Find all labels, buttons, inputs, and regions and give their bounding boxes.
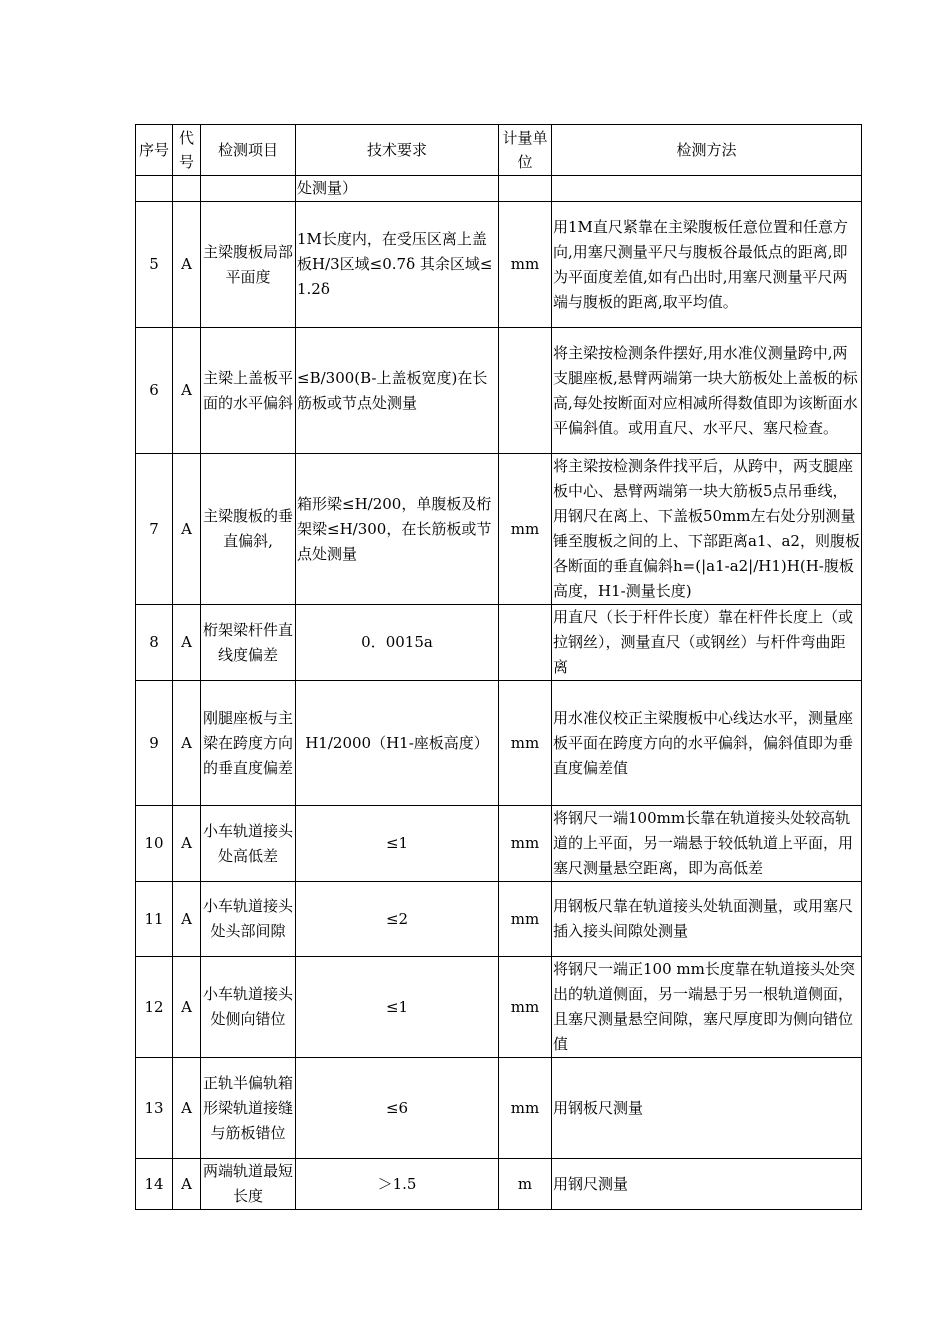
table-row bbox=[136, 882, 862, 957]
cell-item: 两端轨道最短长度 bbox=[201, 1159, 296, 1210]
inspection-table bbox=[135, 124, 862, 1210]
cell-item: 主梁腹板的垂直偏斜, bbox=[201, 454, 296, 605]
cell-method: 用直尺（长于杆件长度）靠在杆件长度上（或拉钢丝），测量直尺（或钢丝）与杆件弯曲距离 bbox=[552, 605, 862, 681]
cell-item: 正轨半偏轨箱形梁轨道接缝与筋板错位 bbox=[201, 1058, 296, 1159]
header-item: 检测项目 bbox=[201, 125, 296, 176]
cell-requirement: ≤6 bbox=[296, 1058, 499, 1159]
cell-requirement: 处测量） bbox=[296, 176, 499, 202]
header-code: 代号 bbox=[173, 125, 201, 176]
cell-code: A bbox=[173, 1159, 201, 1210]
cell-seq: 13 bbox=[136, 1058, 173, 1159]
table-row bbox=[136, 202, 862, 328]
header-method: 检测方法 bbox=[552, 125, 862, 176]
cell-item: 刚腿座板与主梁在跨度方向的垂直度偏差 bbox=[201, 681, 296, 806]
cell-item: 主梁腹板局部平面度 bbox=[201, 202, 296, 328]
cell-unit: mm bbox=[499, 681, 552, 806]
cell-code bbox=[173, 176, 201, 202]
table-row bbox=[136, 1159, 862, 1210]
cell-seq: 6 bbox=[136, 328, 173, 454]
cell-requirement: ≤B/300(B-上盖板宽度)在长筋板或节点处测量 bbox=[296, 328, 499, 454]
cell-code: A bbox=[173, 454, 201, 605]
cell-method: 将钢尺一端正100 mm长度靠在轨道接头处突出的轨道侧面，另一端悬于另一根轨道侧面，且塞尺测量悬空间隙，塞尺厚度即为侧向错位值 bbox=[552, 957, 862, 1058]
cell-code: A bbox=[173, 202, 201, 328]
cell-method: 将主梁按检测条件找平后，从跨中，两支腿座板中心、悬臂两端第一块大筋板5点吊垂线，用钢尺在离上、下盖板50mm左右处分别测量锤至腹板之间的上、下部距离a1、a2，则腹板各断面的垂直偏斜h=(|a1-a2|/H1)H(H-腹板高度，H1-测量长度) bbox=[552, 454, 862, 605]
cell-requirement: ≤1 bbox=[296, 806, 499, 882]
header-seq: 序号 bbox=[136, 125, 173, 176]
cell-code: A bbox=[173, 1058, 201, 1159]
table-row bbox=[136, 454, 862, 605]
table-row bbox=[136, 328, 862, 454]
cell-requirement: ≤2 bbox=[296, 882, 499, 957]
cell-item: 小车轨道接头处头部间隙 bbox=[201, 882, 296, 957]
cell-seq: 9 bbox=[136, 681, 173, 806]
cell-requirement: 箱形梁≤H/200，单腹板及桁架梁≤H/300，在长筋板或节点处测量 bbox=[296, 454, 499, 605]
table-row bbox=[136, 1058, 862, 1159]
cell-code: A bbox=[173, 882, 201, 957]
cell-unit bbox=[499, 176, 552, 202]
cell-code: A bbox=[173, 328, 201, 454]
header-requirement: 技术要求 bbox=[296, 125, 499, 176]
cell-requirement: 0．0015a bbox=[296, 605, 499, 681]
cell-unit: mm bbox=[499, 454, 552, 605]
cell-code: A bbox=[173, 681, 201, 806]
cell-requirement: 1M长度内，在受压区离上盖板H/3区域≤0.7δ 其余区域≤1.2δ bbox=[296, 202, 499, 328]
cell-item: 桁架梁杆件直线度偏差 bbox=[201, 605, 296, 681]
cell-item: 主梁上盖板平面的水平偏斜 bbox=[201, 328, 296, 454]
cell-method: 将钢尺一端100mm长靠在轨道接头处较高轨道的上平面，另一端悬于较低轨道上平面，用塞尺测量悬空距离，即为高低差 bbox=[552, 806, 862, 882]
table-row bbox=[136, 681, 862, 806]
cell-seq: 12 bbox=[136, 957, 173, 1058]
cell-seq: 14 bbox=[136, 1159, 173, 1210]
cell-method: 用钢尺测量 bbox=[552, 1159, 862, 1210]
header-row bbox=[136, 125, 862, 176]
cell-method: 将主梁按检测条件摆好,用水准仪测量跨中,两支腿座板,悬臂两端第一块大筋板处上盖板的标高,每处按断面对应相减所得数值即为该断面水平偏斜值。或用直尺、水平尺、塞尺检查。 bbox=[552, 328, 862, 454]
table-row bbox=[136, 605, 862, 681]
cell-code: A bbox=[173, 957, 201, 1058]
cell-unit: m bbox=[499, 1159, 552, 1210]
cell-seq: 7 bbox=[136, 454, 173, 605]
cell-unit: mm bbox=[499, 1058, 552, 1159]
cell-method: 用1M直尺紧靠在主梁腹板任意位置和任意方向,用塞尺测量平尺与腹板谷最低点的距离,即为平面度差值,如有凸出时,用塞尺测量平尺两端与腹板的距离,取平均值。 bbox=[552, 202, 862, 328]
cell-seq bbox=[136, 176, 173, 202]
cell-unit: mm bbox=[499, 202, 552, 328]
cell-unit: mm bbox=[499, 806, 552, 882]
cell-method bbox=[552, 176, 862, 202]
cell-item: 小车轨道接头处高低差 bbox=[201, 806, 296, 882]
cell-seq: 10 bbox=[136, 806, 173, 882]
cell-seq: 8 bbox=[136, 605, 173, 681]
cell-method: 用钢板尺靠在轨道接头处轨面测量，或用塞尺插入接头间隙处测量 bbox=[552, 882, 862, 957]
cell-seq: 11 bbox=[136, 882, 173, 957]
continuation-row bbox=[136, 176, 862, 202]
cell-code: A bbox=[173, 605, 201, 681]
cell-unit bbox=[499, 605, 552, 681]
cell-requirement: ≤1 bbox=[296, 957, 499, 1058]
cell-code: A bbox=[173, 806, 201, 882]
cell-item: 小车轨道接头处侧向错位 bbox=[201, 957, 296, 1058]
cell-unit bbox=[499, 328, 552, 454]
table-row bbox=[136, 806, 862, 882]
cell-seq: 5 bbox=[136, 202, 173, 328]
cell-requirement: H1/2000（H1-座板高度） bbox=[296, 681, 499, 806]
cell-method: 用钢板尺测量 bbox=[552, 1058, 862, 1159]
table-row bbox=[136, 957, 862, 1058]
cell-unit: mm bbox=[499, 882, 552, 957]
cell-unit: mm bbox=[499, 957, 552, 1058]
cell-method: 用水准仪校正主梁腹板中心线达水平，测量座板平面在跨度方向的水平偏斜，偏斜值即为垂直度偏差值 bbox=[552, 681, 862, 806]
cell-item bbox=[201, 176, 296, 202]
cell-requirement: ＞1.5 bbox=[296, 1159, 499, 1210]
header-unit: 计量单位 bbox=[499, 125, 552, 176]
